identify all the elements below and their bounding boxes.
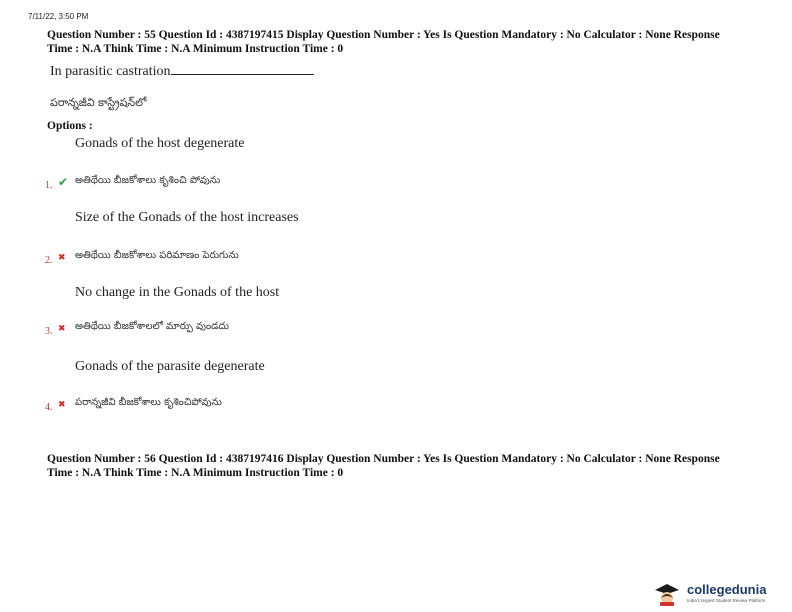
option-2-telugu: అతిథేయి బీజకోశాలు పరిమాణం పెరుగును bbox=[75, 250, 239, 261]
question-text-telugu: పరాన్నజీవి కాస్ట్రేషన్‌లో bbox=[50, 96, 147, 109]
question-meta-line: Question Number : 56 Question Id : 4387197416 Display Question Number : Yes Is Question Mandatory : No Calculator : None Response bbox=[47, 453, 720, 465]
option-number: 1. bbox=[45, 180, 53, 191]
option-number: 2. bbox=[45, 255, 53, 266]
student-mascot-icon bbox=[651, 582, 683, 606]
option-2-english: Size of the Gonads of the host increases bbox=[75, 210, 299, 225]
answer-blank bbox=[171, 62, 314, 75]
cross-icon: ✖ bbox=[58, 324, 66, 334]
logo-name: collegedunia bbox=[687, 582, 767, 597]
options-label: Options : bbox=[47, 120, 93, 132]
option-3-english: No change in the Gonads of the host bbox=[75, 285, 280, 300]
option-4-english: Gonads of the parasite degenerate bbox=[75, 359, 265, 374]
option-number: 4. bbox=[45, 402, 53, 413]
question-55-meta bbox=[47, 28, 777, 56]
option-4-telugu: పరాన్నజీవి బీజకోశాలు కృశించిపోవును bbox=[75, 397, 222, 408]
question-text-english bbox=[50, 62, 314, 80]
question-text: In parasitic castration bbox=[50, 64, 171, 79]
option-1-telugu: అతిథేయి బీజకోశాలు కృశించి పోవును bbox=[75, 175, 221, 186]
collegedunia-logo bbox=[651, 580, 791, 608]
logo-tagline: India's largest Student Review Platform bbox=[687, 598, 766, 603]
option-number: 3. bbox=[45, 326, 53, 337]
question-meta-line: Time : N.A Think Time : N.A Minimum Instruction Time : 0 bbox=[47, 467, 344, 479]
check-icon: ✔ bbox=[58, 175, 69, 189]
question-meta-line: Question Number : 55 Question Id : 4387197415 Display Question Number : Yes Is Question Mandatory : No Calculator : None Response bbox=[47, 29, 720, 41]
option-3-telugu: అతిథేయి బీజకోశాలలో మార్పు వుండదు bbox=[75, 321, 229, 332]
cross-icon: ✖ bbox=[58, 253, 66, 263]
question-56-meta bbox=[47, 452, 777, 480]
print-timestamp: 7/11/22, 3:50 PM bbox=[28, 12, 89, 21]
question-meta-line: Time : N.A Think Time : N.A Minimum Instruction Time : 0 bbox=[47, 43, 344, 55]
cross-icon: ✖ bbox=[58, 400, 66, 410]
option-1-english: Gonads of the host degenerate bbox=[75, 136, 245, 151]
